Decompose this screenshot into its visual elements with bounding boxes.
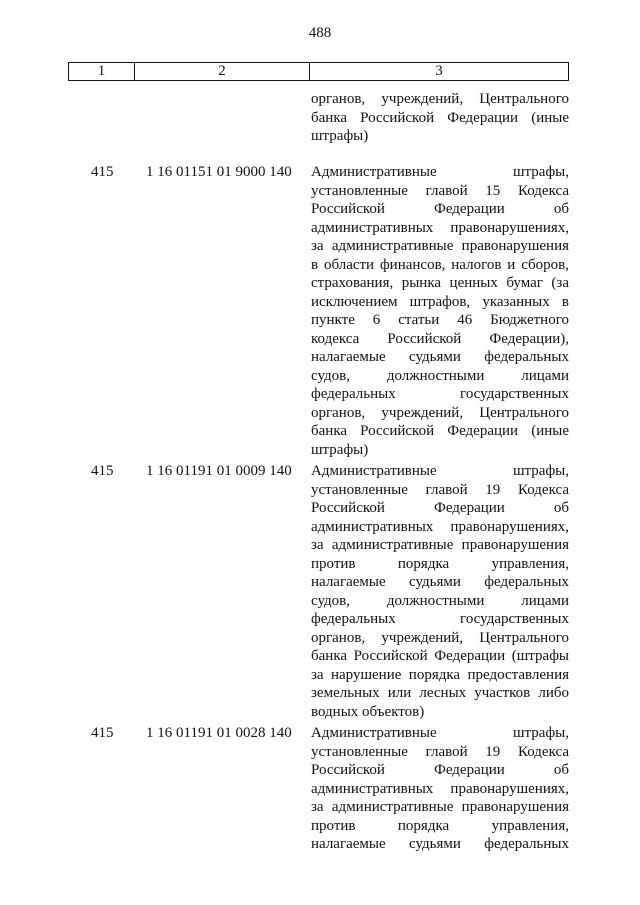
- row-budget-code: 1 16 01151 01 9000 140: [146, 164, 292, 180]
- description-line: Российской Федерации об: [311, 201, 569, 217]
- row-description: [311, 163, 569, 459]
- description-line: штрафы): [311, 441, 369, 458]
- description-line: пункте 6 статьи 46 Бюджетного: [311, 312, 569, 328]
- table-header: [68, 62, 569, 81]
- row-budget-code: 1 16 01191 01 0028 140: [146, 725, 292, 741]
- description-line: органов, учреждений, Центрального: [311, 404, 569, 421]
- description-line: против порядка управления,: [311, 555, 569, 572]
- description-line: исключением штрафов, указанных в: [311, 293, 569, 310]
- description-line: Административные штрафы,: [311, 463, 569, 479]
- row-admin-code: 415: [91, 463, 114, 479]
- header-col-1: 1: [69, 63, 135, 80]
- description-line: судов, должностными лицами: [311, 592, 569, 609]
- description-line: банка Российской Федерации (штрафы: [311, 648, 569, 664]
- description-line: налагаемые судьями федеральных: [311, 836, 569, 852]
- description-line: банка Российской Федерации (иные: [311, 109, 569, 126]
- description-line: налагаемые судьями федеральных: [311, 349, 569, 365]
- description-line: кодекса Российской Федерации),: [311, 330, 569, 347]
- header-col-3: 3: [435, 63, 443, 79]
- description-line: против порядка управления,: [311, 817, 569, 834]
- row-budget-code: 1 16 01191 01 0009 140: [146, 463, 292, 479]
- page-number: 488: [308, 25, 332, 41]
- description-line: водных объектов): [311, 703, 425, 720]
- description-line: органов, учреждений, Центрального: [311, 629, 569, 646]
- description-line: земельных или лесных участков либо: [311, 685, 569, 701]
- description-line: Российской Федерации об: [311, 500, 569, 516]
- description-line: Административные штрафы,: [311, 725, 569, 741]
- description-line: установленные главой 15 Кодекса: [311, 182, 569, 199]
- description-line: за нарушение порядка предоставления: [311, 666, 569, 683]
- description-line: налагаемые судьями федеральных: [311, 574, 569, 590]
- description-line: установленные главой 19 Кодекса: [311, 481, 569, 498]
- description-line: за административные правонарушения: [311, 537, 569, 553]
- header-col-2: 2: [135, 63, 310, 80]
- row-admin-code: 415: [91, 725, 114, 741]
- description-line: органов, учреждений, Центрального: [311, 91, 569, 107]
- description-line: за административные правонарушения: [311, 799, 569, 815]
- description-line: административных правонарушениях,: [311, 518, 569, 535]
- description-line: федеральных государственных: [311, 611, 569, 627]
- row-description: [311, 90, 569, 146]
- description-line: страхования, рынка ценных бумаг (за: [311, 275, 569, 291]
- row-description: [311, 724, 569, 854]
- description-line: банка Российской Федерации (иные: [311, 423, 569, 439]
- description-line: в области финансов, налогов и сборов,: [311, 256, 569, 273]
- row-description: [311, 462, 569, 721]
- description-line: федеральных государственных: [311, 386, 569, 402]
- description-line: судов, должностными лицами: [311, 367, 569, 384]
- description-line: за административные правонарушения: [311, 238, 569, 254]
- description-line: административных правонарушениях,: [311, 219, 569, 236]
- row-admin-code: 415: [91, 164, 114, 180]
- description-line: штрафы): [311, 128, 369, 144]
- description-line: Административные штрафы,: [311, 164, 569, 180]
- description-line: установленные главой 19 Кодекса: [311, 743, 569, 760]
- description-line: административных правонарушениях,: [311, 780, 569, 797]
- description-line: Российской Федерации об: [311, 762, 569, 778]
